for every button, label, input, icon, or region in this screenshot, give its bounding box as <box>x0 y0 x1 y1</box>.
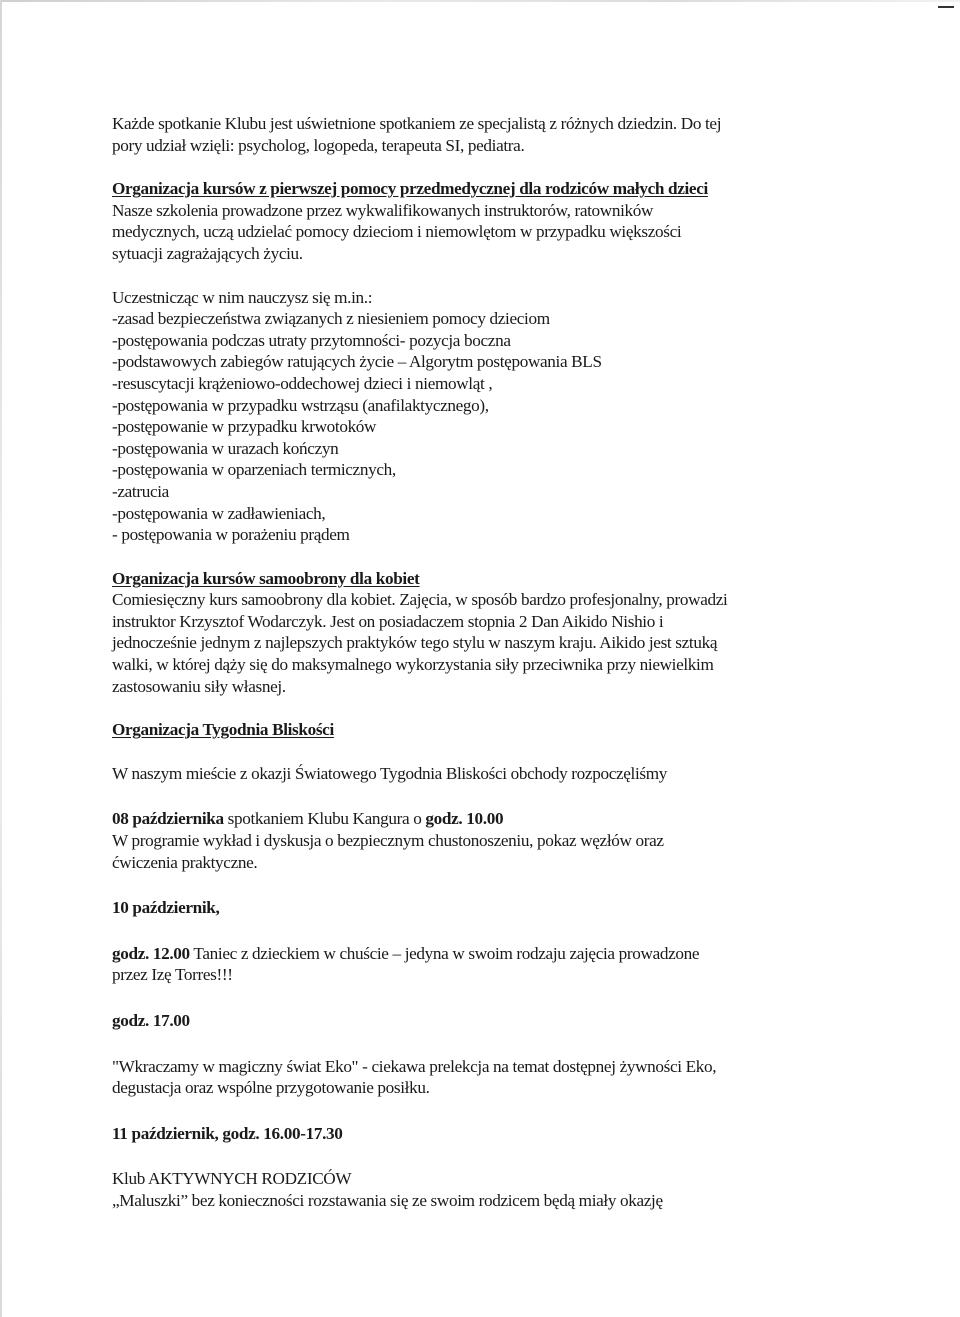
oct8-line-2: W programie wykład i dyskusja o bezpiecznym chustonoszeniu, pokaz węzłów oraz <box>112 831 664 851</box>
oct11-club-name: Klub AKTYWNYCH RODZICÓW <box>112 1169 352 1189</box>
first-aid-heading: Organizacja kursów z pierwszej pomocy przedmedycznej dla rodziców małych dzieci <box>112 179 708 199</box>
list-item: -resuscytacji krążeniowo-oddechowej dzieci i niemowląt , <box>112 373 493 393</box>
list-item: -postępowania w urazach kończyn <box>112 438 339 458</box>
self-defense-body-line-4: walki, w której dąży się do maksymalnego wykorzystania siły przeciwnika przy niewielkim <box>112 655 714 675</box>
oct10-event-1-text: Taniec z dzieckiem w chuście – jedyna w swoim rodzaju zajęcia prowadzone <box>189 943 700 963</box>
oct8-time: godz. 10.00 <box>425 809 504 829</box>
list-item: -zatrucia <box>112 481 169 501</box>
spacer <box>112 784 832 808</box>
oct10-date: 10 październik, <box>112 898 220 918</box>
intro-line-1: Każde spotkanie Klubu jest uświetnione spotkaniem ze specjalistą z różnych dziedzin. Do tej <box>112 114 722 133</box>
list-item: -zasad bezpieczeństwa związanych z niesieniem pomocy dzieciom <box>112 309 550 329</box>
spacer <box>112 741 832 763</box>
spacer <box>112 1099 832 1123</box>
list-item: -postępowania w zadławieniach, <box>112 503 326 523</box>
spacer <box>112 919 832 943</box>
first-aid-topic-list <box>112 308 832 546</box>
oct8-text: spotkaniem Klubu Kangura o <box>223 809 426 829</box>
first-aid-learn-intro: Uczestnicząc w nim nauczysz się m.in.: <box>112 287 373 307</box>
oct10-event-1-line-1 <box>112 943 832 965</box>
oct8-line-1 <box>112 808 832 830</box>
spacer <box>112 156 832 178</box>
oct8-date: 08 października <box>112 809 224 829</box>
oct8-line-3: ćwiczenia praktyczne. <box>112 852 258 872</box>
list-item: -podstawowych zabiegów ratujących życie – Algorytm postępowania BLS <box>112 352 602 372</box>
oct10-time-1: godz. 12.00 <box>112 943 190 963</box>
spacer <box>112 873 832 897</box>
list-item: - postępowania w porażeniu prądem <box>112 525 350 545</box>
spacer <box>112 265 832 287</box>
spacer <box>112 546 832 568</box>
spacer <box>112 1144 832 1168</box>
first-aid-body-line-2: medycznych, uczą udzielać pomocy dzieciom i niemowlętom w przypadku większości <box>112 222 682 242</box>
self-defense-body-line-3: jednocześnie jednym z najlepszych praktyków tego stylu w naszym kraju. Aikido jest sztuką <box>112 633 718 653</box>
scan-edge-top <box>0 0 960 2</box>
oct11-date: 11 październik, godz. 16.00-17.30 <box>112 1123 343 1143</box>
spacer <box>112 986 832 1010</box>
oct10-time-2: godz. 17.00 <box>112 1011 190 1030</box>
closeness-week-heading: Organizacja Tygodnia Bliskości <box>112 720 334 740</box>
self-defense-body-line-1: Comiesięczny kurs samoobrony dla kobiet. Zajęcia, w sposób bardzo profesjonalny, prowadzi <box>112 590 728 610</box>
first-aid-body-line-3: sytuacji zagrażających życiu. <box>112 243 303 263</box>
list-item: -postępowania podczas utraty przytomności- pozycja boczna <box>112 330 511 350</box>
oct11-text: „Maluszki” bez konieczności rozstawania się ze swoim rodzicem będą miały okazję <box>112 1190 663 1210</box>
spacer <box>112 697 832 719</box>
self-defense-body-line-5: zastosowaniu siły własnej. <box>112 676 286 696</box>
scan-corner-mark <box>938 6 954 8</box>
oct10-event-1-line-2: przez Izę Torres!!! <box>112 965 233 985</box>
oct10-event-2-line-1: "Wkraczamy w magiczny świat Eko" - ciekawa prelekcja na temat dostępnej żywności Eko, <box>112 1056 717 1076</box>
first-aid-body-line-1: Nasze szkolenia prowadzone przez wykwalifikowanych instruktorów, ratowników <box>112 200 654 220</box>
self-defense-body-line-2: instruktor Krzysztof Wodarczyk. Jest on posiadaczem stopnia 2 Dan Aikido Nishio i <box>112 611 664 631</box>
list-item: -postępowania w oparzeniach termicznych, <box>112 460 396 480</box>
self-defense-heading: Organizacja kursów samoobrony dla kobiet <box>112 568 420 588</box>
closeness-week-intro: W naszym mieście z okazji Światowego Tygodnia Bliskości obchody rozpoczęliśmy <box>112 763 667 783</box>
scan-edge-left <box>0 0 2 1317</box>
oct10-event-2-line-2: degustacja oraz wspólne przygotowanie posiłku. <box>112 1078 430 1098</box>
spacer <box>112 1032 832 1056</box>
document-page <box>112 113 832 1212</box>
list-item: -postępowanie w przypadku krwotoków <box>112 417 377 437</box>
intro-line-2: pory udział wzięli: psycholog, logopeda, terapeuta SI, pediatra. <box>112 135 525 155</box>
list-item: -postępowania w przypadku wstrząsu (anafilaktycznego), <box>112 395 489 415</box>
